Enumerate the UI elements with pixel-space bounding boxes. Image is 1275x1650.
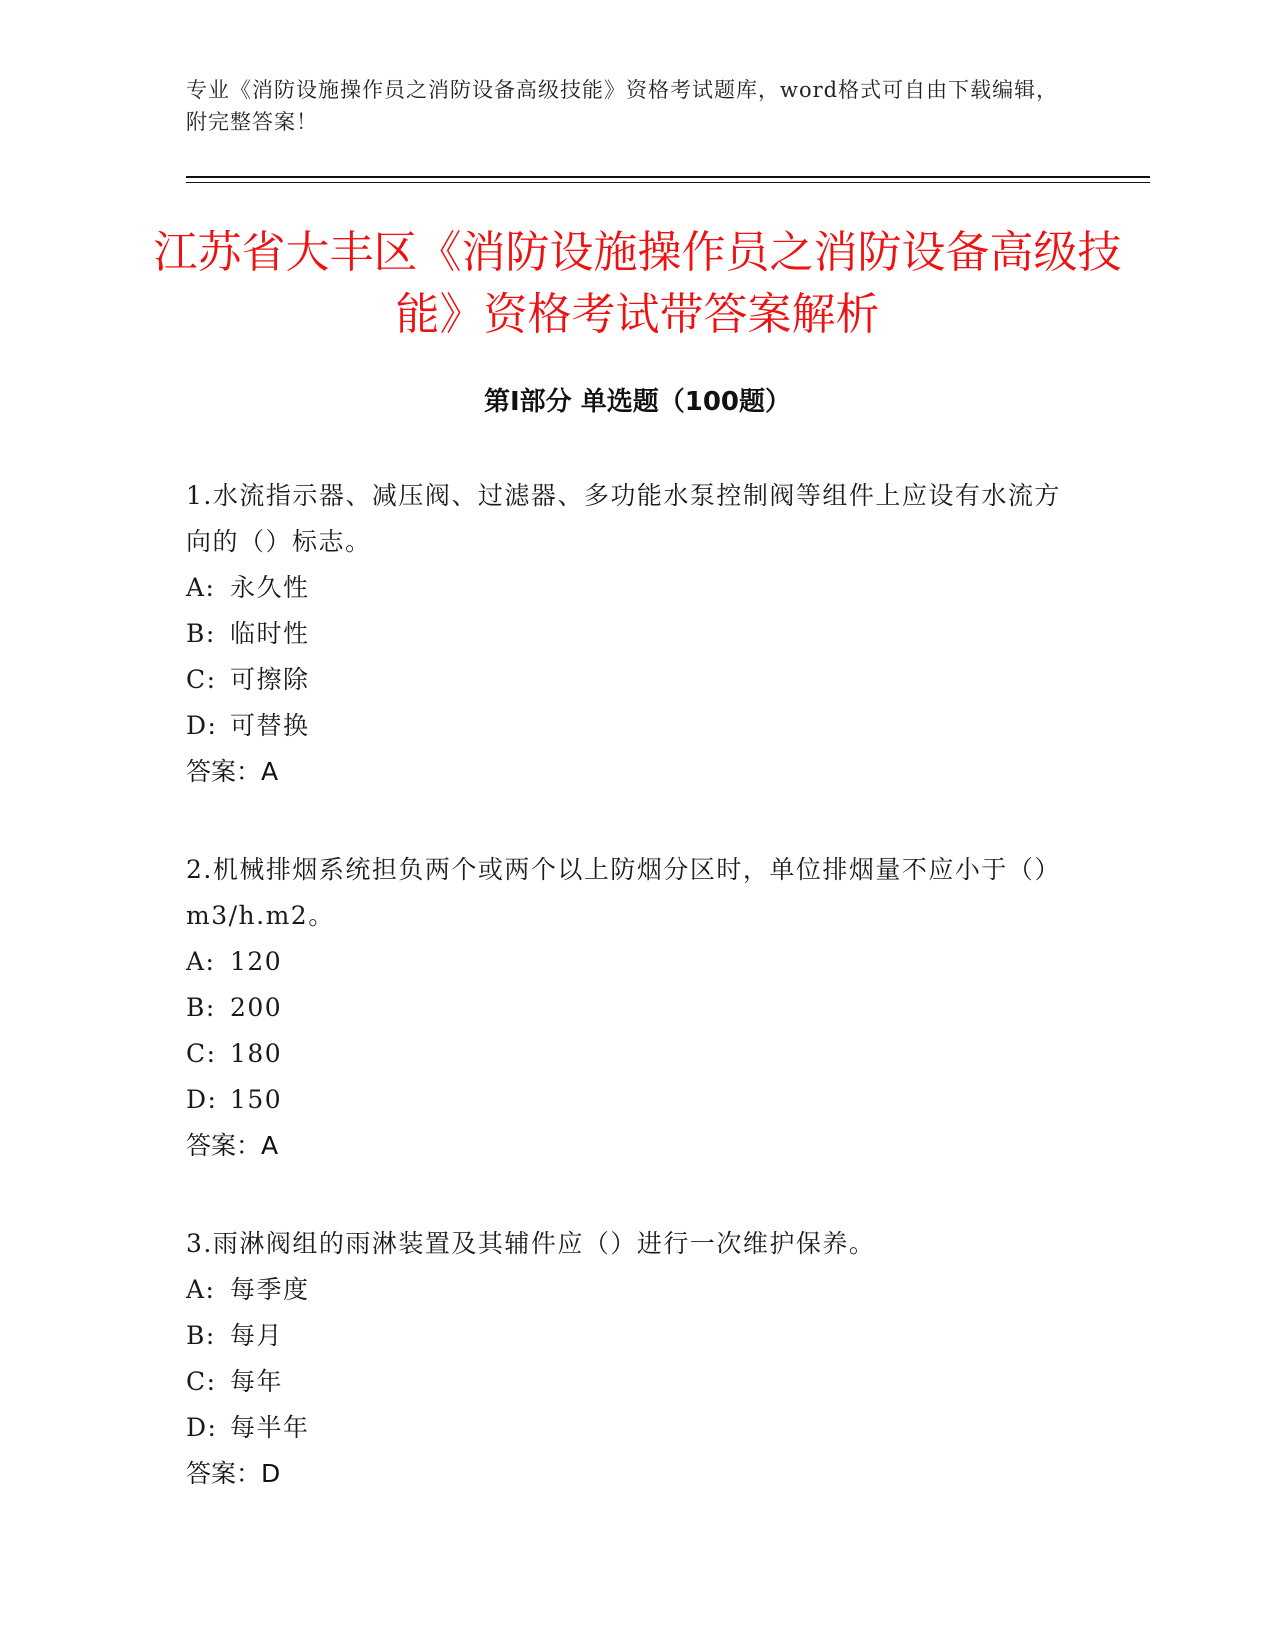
option-key: B: xyxy=(186,619,216,648)
option-a xyxy=(186,565,1066,611)
option-key: C: xyxy=(186,1367,217,1396)
option-text: 120 xyxy=(230,947,283,976)
question-3 xyxy=(186,1221,1066,1497)
header-rule-thick xyxy=(186,176,1150,178)
option-key: D: xyxy=(186,711,218,740)
option-text: 150 xyxy=(230,1085,283,1114)
option-key: D: xyxy=(186,1085,218,1114)
option-d xyxy=(186,1077,1066,1123)
option-text: 每年 xyxy=(230,1367,284,1396)
option-text: 每月 xyxy=(230,1321,284,1350)
question-2 xyxy=(186,847,1066,1169)
option-text: 可替换 xyxy=(230,711,310,740)
document-title: 江苏省大丰区《消防设施操作员之消防设备高级技能》资格考试带答案解析 xyxy=(153,227,1122,340)
option-key: D: xyxy=(186,1413,218,1442)
option-a xyxy=(186,939,1066,985)
question-stem: 2.机械排烟系统担负两个或两个以上防烟分区时，单位排烟量不应小于（）m3/h.m2。 xyxy=(186,855,1061,930)
option-key: C: xyxy=(186,1039,217,1068)
option-text: 可擦除 xyxy=(230,665,310,694)
option-b xyxy=(186,611,1066,657)
question-stem: 3.雨淋阀组的雨淋装置及其辅件应（）进行一次维护保养。 xyxy=(186,1229,876,1258)
question-list xyxy=(186,473,1066,1549)
option-key: A: xyxy=(186,573,216,602)
option-text: 永久性 xyxy=(230,573,310,602)
header-note: 专业《消防设施操作员之消防设备高级技能》资格考试题库，word格式可自由下载编辑，附完整答案！ xyxy=(186,78,1059,134)
answer-line: 答案：A xyxy=(186,1131,279,1160)
option-key: A: xyxy=(186,947,216,976)
option-d xyxy=(186,703,1066,749)
option-text: 180 xyxy=(230,1039,283,1068)
header-rule-thin xyxy=(186,182,1150,183)
option-key: A: xyxy=(186,1275,216,1304)
answer-line: 答案：A xyxy=(186,757,279,786)
option-text: 每季度 xyxy=(230,1275,310,1304)
option-b xyxy=(186,1313,1066,1359)
option-key: B: xyxy=(186,1321,216,1350)
option-text: 每半年 xyxy=(230,1413,310,1442)
question-stem: 1.水流指示器、减压阀、过滤器、多功能水泵控制阀等组件上应设有水流方向的（）标志。 xyxy=(186,481,1061,556)
option-key: B: xyxy=(186,993,216,1022)
question-1 xyxy=(186,473,1066,795)
section-title: 第Ⅰ部分 单选题（100题） xyxy=(484,387,791,417)
option-c xyxy=(186,1031,1066,1077)
option-b xyxy=(186,985,1066,1031)
option-c xyxy=(186,1359,1066,1405)
answer-line: 答案：D xyxy=(186,1459,281,1488)
option-text: 临时性 xyxy=(230,619,310,648)
option-a xyxy=(186,1267,1066,1313)
option-key: C: xyxy=(186,665,217,694)
option-d xyxy=(186,1405,1066,1451)
option-text: 200 xyxy=(230,993,283,1022)
option-c xyxy=(186,657,1066,703)
